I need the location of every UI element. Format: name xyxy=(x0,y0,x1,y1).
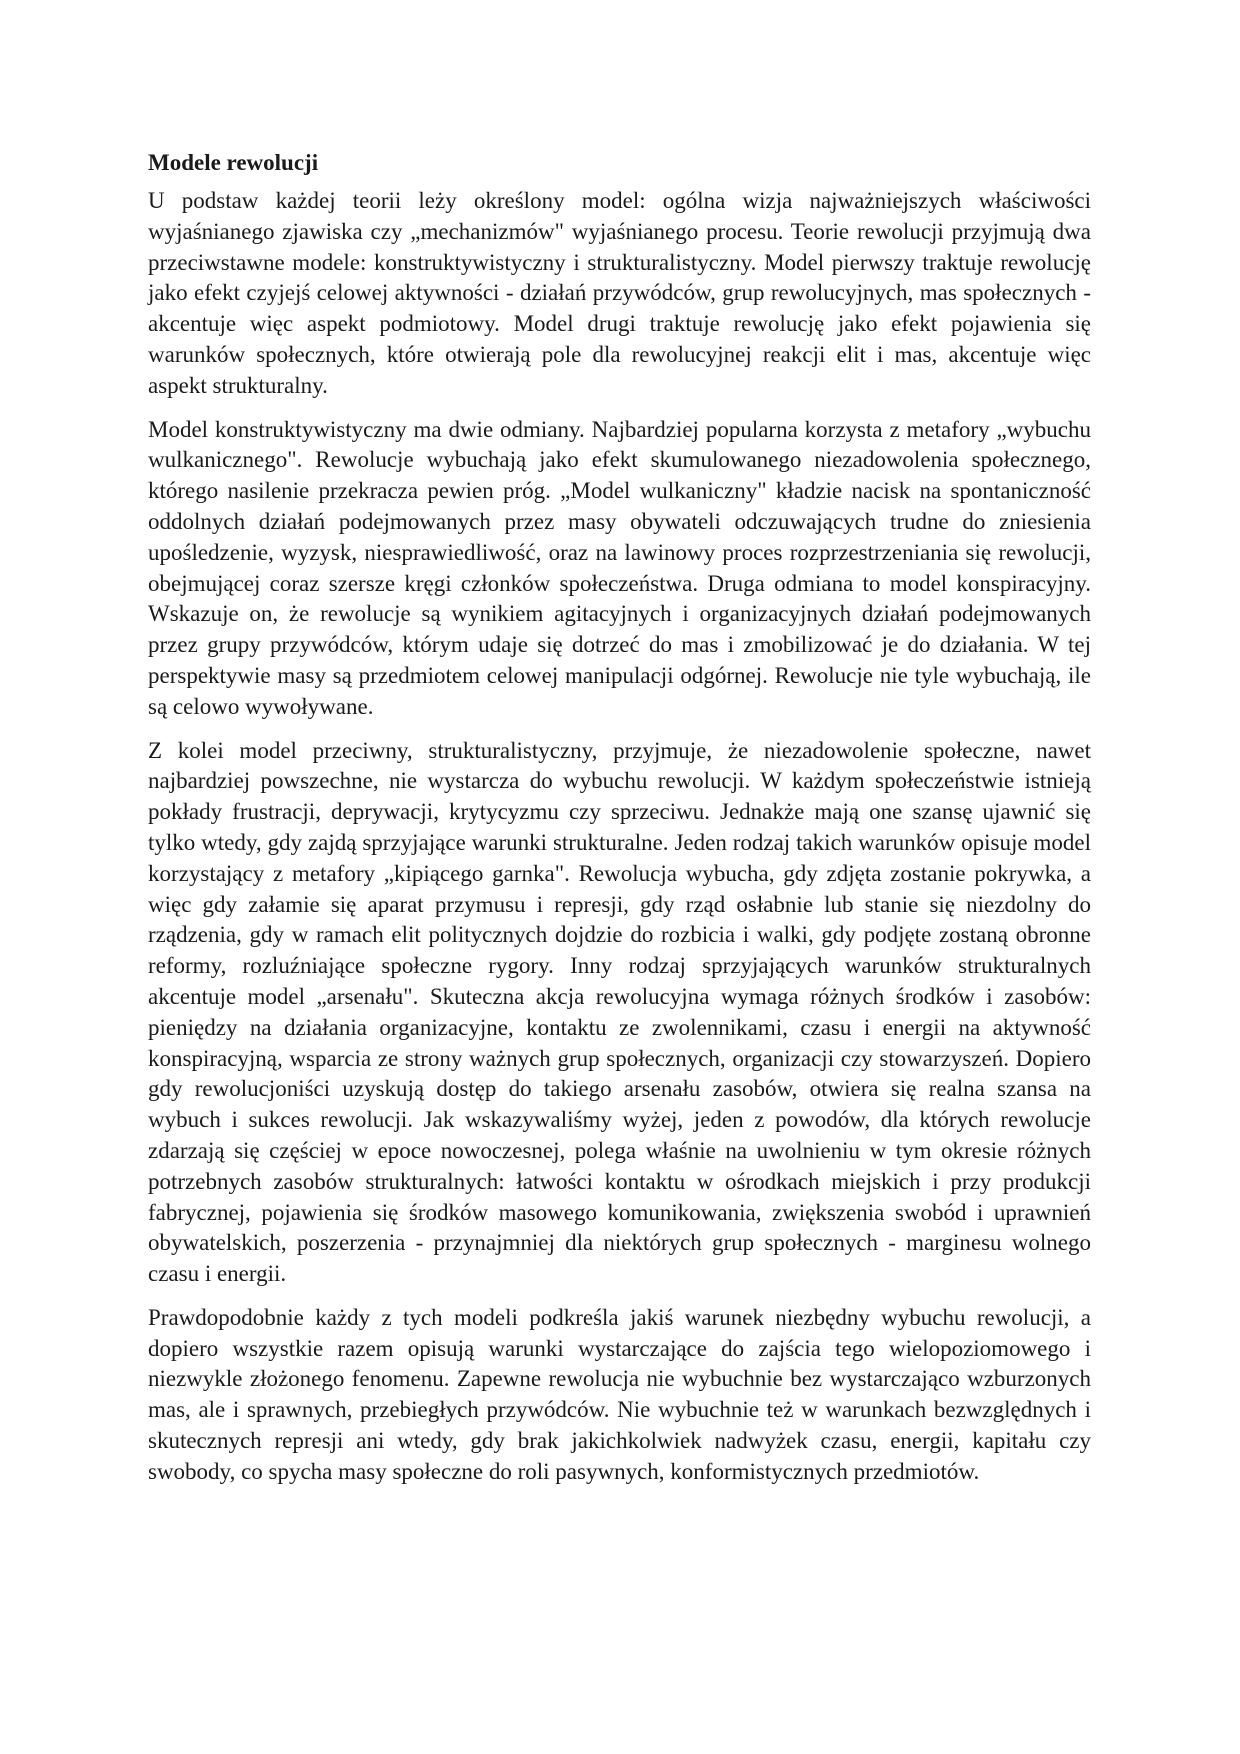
document-body xyxy=(148,148,1091,1501)
paragraph-4: Prawdopodobnie każdy z tych modeli podkreśla jakiś warunek niezbędny wybuchu rewolucji, a dopiero wszystkie razem opisują warunki wystarczające do zajścia tego wielopoziomowego i niezwykle złożonego fenomenu. Zapewne rewolucja nie wybuchnie bez wystarczająco wzburzonych mas, ale i sprawnych, przebiegłych przywódców. Nie wybuchnie też w warunkach bezwzględnych i skutecznych represji ani wtedy, gdy brak jakichkolwiek nadwyżek czasu, energii, kapitału czy swobody, co spycha masy społeczne do roli pasywnych, konformistycznych przedmiotów. xyxy=(148,1304,1091,1484)
paragraph-2: Model konstruktywistyczny ma dwie odmiany. Najbardziej popularna korzysta z metafory „wybuchu wulkanicznego". Rewolucje wybuchają jako efekt skumulowanego niezadowolenia społecznego, którego nasilenie przekracza pewien próg. „Model wulkaniczny" kładzie nacisk na spontaniczność oddolnych działań podejmowanych przez masy obywateli odczuwających trudne do zniesienia upośledzenie, wyzysk, niesprawiedliwość, oraz na lawinowy proces rozprzestrzeniania się rewolucji, obejmującej coraz szersze kręgi członków społeczeństwa. Druga odmiana to model konspiracyjny. Wskazuje on, że rewolucje są wynikiem agitacyjnych i organizacyjnych działań podejmowanych przez grupy przywódców, którym udaje się dotrzeć do mas i zmobilizować je do działania. W tej perspektywie masy są przedmiotem celowej manipulacji odgórnej. Rewolucje nie tyle wybuchają, ile są celowo wywoływane. xyxy=(148,416,1091,719)
paragraph-3: Z kolei model przeciwny, strukturalistyczny, przyjmuje, że niezadowolenie społeczne, nawet najbardziej powszechne, nie wystarcza do wybuchu rewolucji. W każdym społeczeństwie istnieją pokłady frustracji, deprywacji, krytycyzmu czy sprzeciwu. Jednakże mają one szansę ujawnić się tylko wtedy, gdy zajdą sprzyjające warunki strukturalne. Jeden rodzaj takich warunków opisuje model korzystający z metafory „kipiącego garnka". Rewolucja wybucha, gdy zdjęta zostanie pokrywka, a więc gdy załamie się aparat przymusu i represji, gdy rząd osłabnie lub stanie się niezdolny do rządzenia, gdy w ramach elit politycznych dojdzie do rozbicia i walki, gdy podjęte zostaną obronne reformy, rozluźniające społeczne rygory. Inny rodzaj sprzyjających warunków strukturalnych akcentuje model „arsenału". Skuteczna akcja rewolucyjna wymaga różnych środków i zasobów: pieniędzy na działania organizacyjne, kontaktu ze zwolennikami, czasu i energii na aktywność konspiracyjną, wsparcia ze strony ważnych grup społecznych, organizacji czy stowarzyszeń. Dopiero gdy rewolucjoniści uzyskują dostęp do takiego arsenału zasobów, otwiera się realna szansa na wybuch i sukces rewolucji. Jak wskazywaliśmy wyżej, jeden z powodów, dla których rewolucje zdarzają się częściej w epoce nowoczesnej, polega właśnie na uwolnieniu w tym okresie różnych potrzebnych zasobów strukturalnych: łatwości kontaktu w ośrodkach miejskich i przy produkcji fabrycznej, pojawienia się środków masowego komunikowania, zwiększenia swobód i uprawnień obywatelskich, poszerzenia - przynajmniej dla niektórych grup społecznych - marginesu wolnego czasu i energii. xyxy=(148,737,1091,1287)
document-title: Modele rewolucji xyxy=(148,150,319,175)
paragraph-1: U podstaw każdej teorii leży określony model: ogólna wizja najważniejszych właściwości wyjaśnianego zjawiska czy „mechanizmów" wyjaśnianego procesu. Teorie rewolucji przyjmują dwa przeciwstawne modele: konstruktywistyczny i strukturalistyczny. Model pierwszy traktuje rewolucję jako efekt czyjejś celowej aktywności - działań przywódców, grup rewolucyjnych, mas społecznych - akcentuje więc aspekt podmiotowy. Model drugi traktuje rewolucję jako efekt pojawienia się warunków społecznych, które otwierają pole dla rewolucyjnej reakcji elit i mas, akcentuje więc aspekt strukturalny. xyxy=(148,188,1091,398)
